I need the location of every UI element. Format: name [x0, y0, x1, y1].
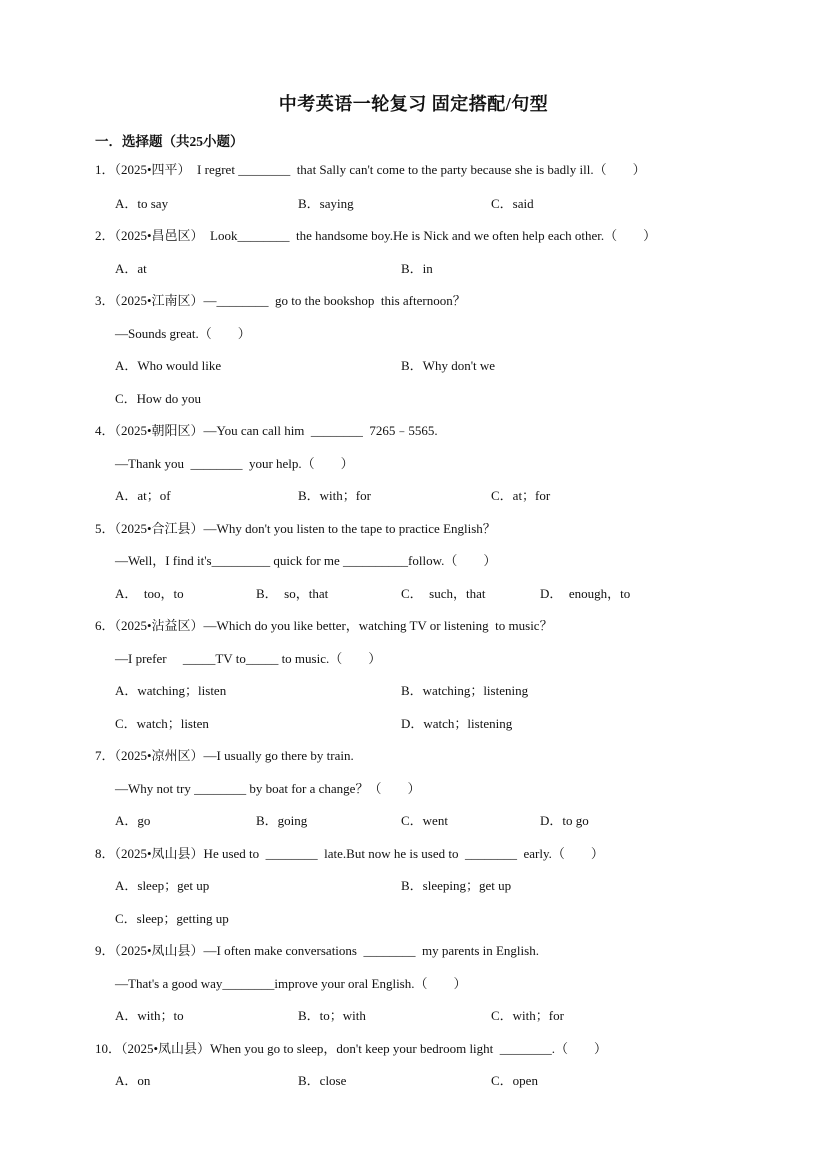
question-7-stem: 7．（2025•凉州区）—I usually go there by train. — [95, 748, 354, 763]
q7-option-c[interactable]: C．went — [401, 813, 448, 828]
question-4-stem: 4．（2025•朝阳区）—You can call him ________ 7265﹣5565. — [95, 423, 438, 438]
q10-option-a[interactable]: A．on — [115, 1073, 151, 1088]
question-1-stem: 1．（2025•四平） I regret ________ that Sally can't come to the party because she is badly ill.（ ） — [95, 162, 646, 177]
q1-option-b[interactable]: B．saying — [298, 196, 354, 211]
q10-option-b[interactable]: B．close — [298, 1073, 347, 1088]
q7-option-b[interactable]: B．going — [256, 813, 308, 828]
q6-option-c[interactable]: C．watch；listen — [115, 716, 209, 731]
page-title: 中考英语一轮复习 固定搭配/句型 — [278, 94, 549, 114]
q9-option-c[interactable]: C．with；for — [491, 1008, 564, 1023]
q3-option-b[interactable]: B．Why don't we — [401, 358, 496, 373]
q4-option-b[interactable]: B．with；for — [298, 488, 371, 503]
q8-option-c[interactable]: C．sleep；getting up — [115, 911, 229, 926]
q1-option-c[interactable]: C．said — [491, 196, 534, 211]
q4-option-c[interactable]: C．at；for — [491, 488, 551, 503]
q5-option-c[interactable]: C． such，that — [401, 586, 486, 601]
question-6-stem: 6．（2025•沾益区）—Which do you like better，watching TV or listening to music？ — [95, 618, 553, 633]
question-3-stem: 3．（2025•江南区）—________ go to the bookshop this afternoon？ — [95, 293, 466, 308]
question-9-line2: —That's a good way________improve your oral English.（ ） — [115, 976, 467, 991]
section-heading: 一．选择题（共25小题） — [95, 134, 244, 149]
q8-option-b[interactable]: B．sleeping；get up — [401, 878, 512, 893]
question-5-line2: —Well，I find it's_________ quick for me __________follow.（ ） — [115, 553, 497, 568]
q9-option-b[interactable]: B．to；with — [298, 1008, 366, 1023]
q9-option-a[interactable]: A．with；to — [115, 1008, 184, 1023]
q5-option-a[interactable]: A． too，to — [115, 586, 184, 601]
q3-option-c[interactable]: C．How do you — [115, 391, 201, 406]
q1-option-a[interactable]: A．to say — [115, 196, 169, 211]
q6-option-d[interactable]: D．watch；listening — [401, 716, 513, 731]
q10-option-c[interactable]: C．open — [491, 1073, 538, 1088]
question-2-stem: 2．（2025•昌邑区） Look________ the handsome boy.He is Nick and we often help each other.（ ） — [95, 228, 657, 243]
q6-option-b[interactable]: B．watching；listening — [401, 683, 529, 698]
question-8-stem: 8．（2025•凤山县）He used to ________ late.But now he is used to ________ early.（ ） — [95, 846, 604, 861]
q7-option-a[interactable]: A．go — [115, 813, 151, 828]
question-5-stem: 5．（2025•合江县）—Why don't you listen to the tape to practice English？ — [95, 521, 496, 536]
question-7-line2: —Why not try ________ by boat for a change？（ ） — [115, 781, 421, 796]
q4-option-a[interactable]: A．at；of — [115, 488, 171, 503]
question-6-line2: —I prefer _____TV to_____ to music.（ ） — [115, 651, 382, 666]
question-10-stem: 10．（2025•凤山县）When you go to sleep，don't keep your bedroom light ________.（ ） — [95, 1041, 608, 1056]
q5-option-d[interactable]: D． enough，to — [540, 586, 631, 601]
question-9-stem: 9．（2025•凤山县）—I often make conversations ________ my parents in English. — [95, 943, 539, 958]
question-4-line2: —Thank you ________ your help.（ ） — [115, 456, 354, 471]
q7-option-d[interactable]: D．to go — [540, 813, 589, 828]
q8-option-a[interactable]: A．sleep；get up — [115, 878, 210, 893]
q2-option-a[interactable]: A．at — [115, 261, 147, 276]
q6-option-a[interactable]: A．watching；listen — [115, 683, 227, 698]
q2-option-b[interactable]: B．in — [401, 261, 433, 276]
q5-option-b[interactable]: B． so，that — [256, 586, 329, 601]
question-3-line2: —Sounds great.（ ） — [115, 326, 251, 341]
q3-option-a[interactable]: A．Who would like — [115, 358, 222, 373]
